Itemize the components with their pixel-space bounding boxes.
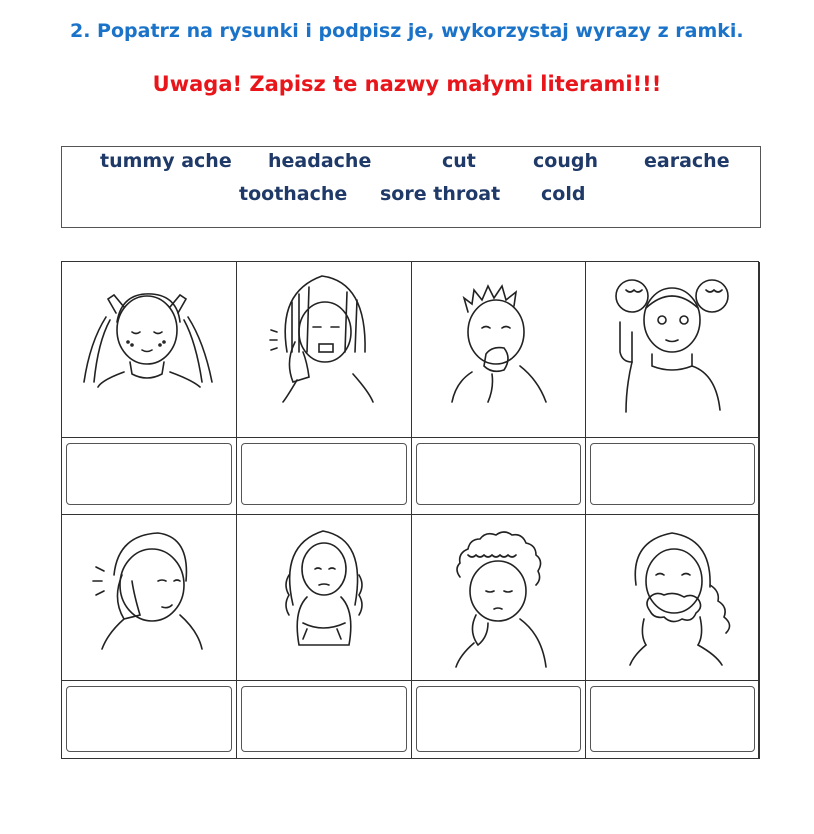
answer-cell <box>62 681 237 759</box>
word-bank-item: cold <box>541 183 586 205</box>
answer-box[interactable] <box>416 443 581 505</box>
word-bank-item: tummy ache <box>100 150 232 172</box>
boy-coughing-icon <box>412 262 585 437</box>
answer-box[interactable] <box>416 686 581 752</box>
picture-cell <box>412 515 586 681</box>
picture-cell <box>237 262 412 438</box>
picture-cell <box>412 262 586 438</box>
answer-cell <box>412 438 586 515</box>
word-bank-item: sore throat <box>380 183 501 205</box>
child-holding-head-icon <box>62 262 236 437</box>
answer-box[interactable] <box>241 443 407 505</box>
girl-holding-cheek-icon <box>237 262 411 437</box>
answer-cell <box>412 681 586 759</box>
girl-holding-tummy-icon <box>237 515 411 680</box>
girl-finger-cut-icon <box>586 262 759 437</box>
picture-cell <box>62 262 237 438</box>
word-bank-item: cut <box>442 150 476 172</box>
picture-cell <box>586 515 760 681</box>
word-bank-item: headache <box>268 150 372 172</box>
picture-grid <box>61 261 759 759</box>
picture-cell <box>586 262 760 438</box>
answer-box[interactable] <box>66 443 232 505</box>
answer-cell <box>237 438 412 515</box>
girl-sneezing-tissue-icon <box>586 515 759 680</box>
answer-box[interactable] <box>241 686 407 752</box>
answer-box[interactable] <box>590 686 755 752</box>
word-bank-box <box>61 146 761 228</box>
answer-cell <box>586 438 760 515</box>
picture-cell <box>62 515 237 681</box>
word-bank-item: cough <box>533 150 598 172</box>
answer-cell <box>237 681 412 759</box>
word-bank-item: earache <box>644 150 730 172</box>
boy-holding-throat-icon <box>412 515 585 680</box>
instruction-heading: 2. Popatrz na rysunki i podpisz je, wykorzystaj wyrazy z ramki. <box>70 20 744 42</box>
boy-holding-ear-icon <box>62 515 236 680</box>
picture-cell <box>237 515 412 681</box>
warning-heading: Uwaga! Zapisz te nazwy małymi literami!!! <box>152 72 662 96</box>
word-bank-item: toothache <box>239 183 348 205</box>
answer-box[interactable] <box>66 686 232 752</box>
answer-cell <box>586 681 760 759</box>
answer-cell <box>62 438 237 515</box>
answer-box[interactable] <box>590 443 755 505</box>
